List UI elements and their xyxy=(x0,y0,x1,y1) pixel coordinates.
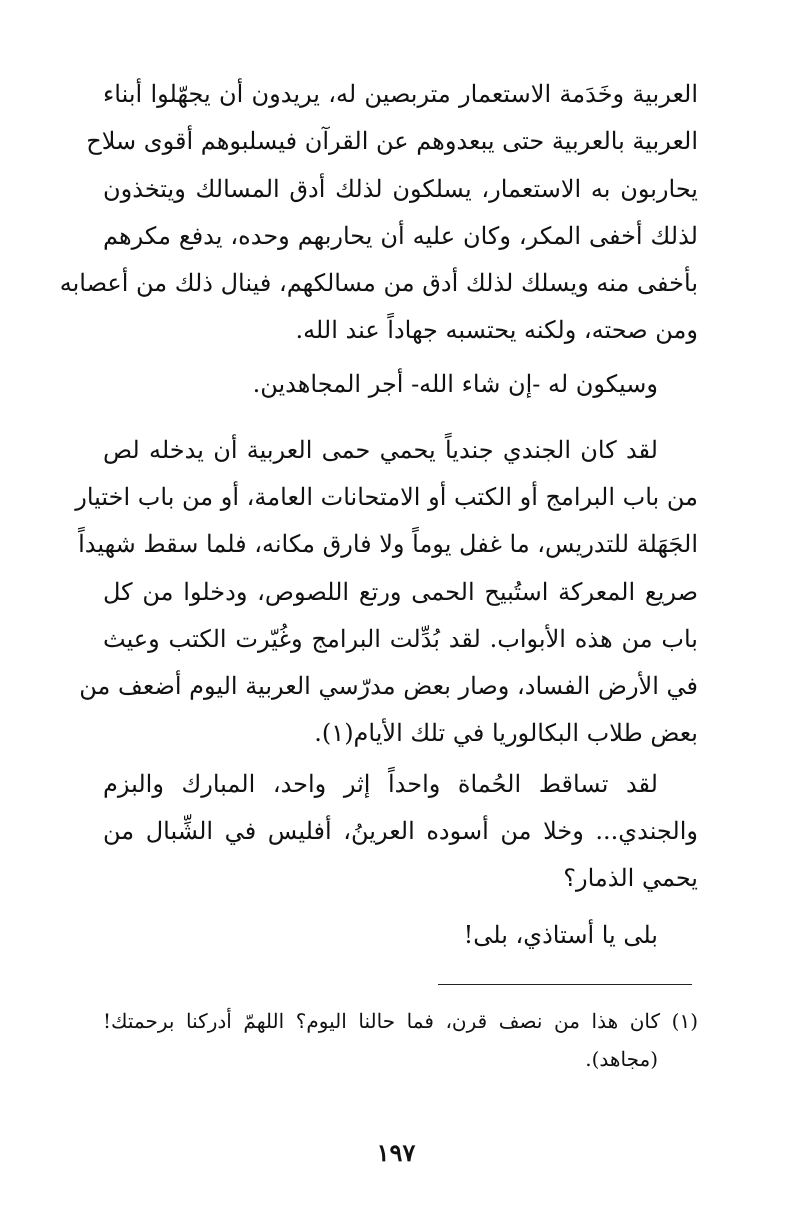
body-line: يحمي الذمار؟ xyxy=(563,864,698,892)
page-number: ١٩٧ xyxy=(376,1138,416,1167)
body-line: صريع المعركة استُبيح الحمى ورتع اللصوص، ودخلوا من كل xyxy=(103,578,698,606)
body-line: ومن صحته، ولكنه يحتسبه جهاداً عند الله. xyxy=(295,316,698,344)
body-line: لقد تساقط الحُماة واحداً إثر واحد، المبارك والبزم xyxy=(103,770,658,798)
body-line: بأخفى منه ويسلك لذلك أدق من مسالكهم، فينال ذلك من أعصابه xyxy=(59,269,698,297)
body-line: الجَهَلة للتدريس، ما غفل يوماً ولا فارق مكانه، فلما سقط شهيداً xyxy=(78,530,698,558)
body-line: من باب البرامج أو الكتب أو الامتحانات العامة، أو من باب اختيار xyxy=(75,483,698,511)
footnote-line: (١) كان هذا من نصف قرن، فما حالنا اليوم؟ اللهمّ أدركنا برحمتك! xyxy=(103,1009,698,1033)
body-line: في الأرض الفساد، وصار بعض مدرّسي العربية اليوم أضعف من xyxy=(79,672,698,700)
body-line: باب من هذه الأبواب. لقد بُدِّلت البرامج وغُيّرت الكتب وعيث xyxy=(103,625,698,653)
body-line: يحاربون به الاستعمار، يسلكون لذلك أدق المسالك ويتخذون xyxy=(103,175,698,203)
body-line: العربية وخَدَمة الاستعمار متربصين له، يريدون أن يجهّلوا أبناء xyxy=(103,80,698,108)
footnote-separator xyxy=(438,984,692,985)
body-line: بلى يا أستاذي، بلى! xyxy=(463,921,658,949)
body-line: لذلك أخفى المكر، وكان عليه أن يحاربهم وحده، يدفع مكرهم xyxy=(103,222,698,250)
footnote-line: (مجاهد). xyxy=(585,1047,658,1071)
body-line: والجندي... وخلا من أسوده العرينُ، أفليس في الشِّبال من xyxy=(103,817,698,845)
body-line: العربية بالعربية حتى يبعدوهم عن القرآن فيسلبوهم أقوى سلاح xyxy=(86,127,698,155)
body-line: وسيكون له -إن شاء الله- أجر المجاهدين. xyxy=(252,370,658,398)
body-line: بعض طلاب البكالوريا في تلك الأيام(١). xyxy=(314,719,698,747)
body-line: لقد كان الجندي جندياً يحمي حمى العربية أن يدخله لص xyxy=(103,436,658,464)
